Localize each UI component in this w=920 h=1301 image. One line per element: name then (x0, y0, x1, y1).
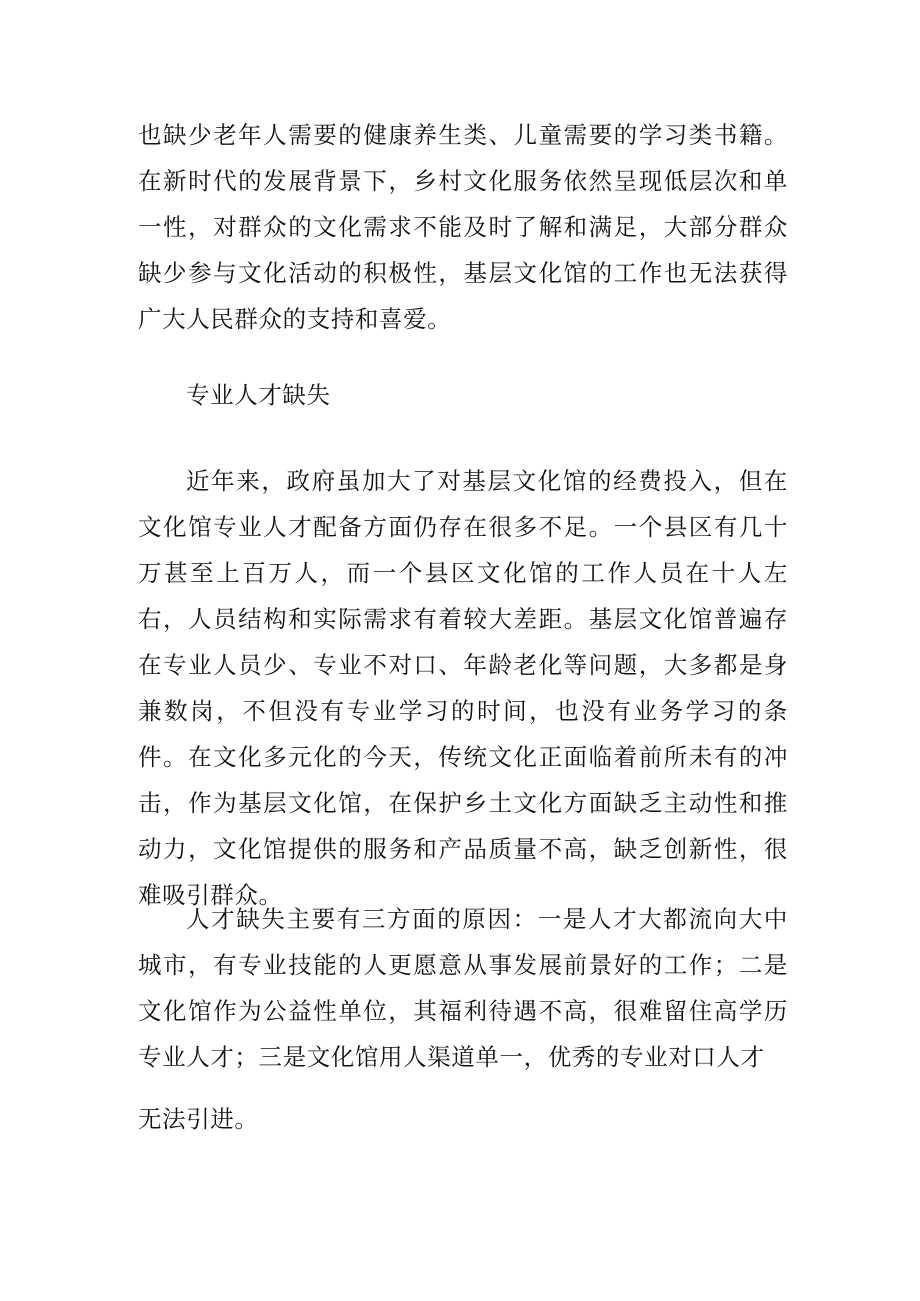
paragraph-talent-allocation: 近年来，政府虽加大了对基层文化馆的经费投入，但在文化馆专业人才配备方面仍存在很多不足。一个县区有几十万甚至上百万人，而一个县区文化馆的工作人员在十人左右，人员结构和实际需求有着较大差距。基层文化馆普遍存在专业人员少、专业不对口、年龄老化等问题，大多都是身兼数岗，不但没有专业学习的时间，也没有业务学习的条件。在文化多元化的今天，传统文化正面临着前所未有的冲击，作为基层文化馆，在保护乡土文化方面缺乏主动性和推动力，文化馆提供的服务和产品质量不高，缺乏创新性，很难吸引群众。 (138, 467, 788, 909)
paragraph-continuation: 无法引进。 (138, 1105, 259, 1133)
section-heading-talent-shortage: 专业人才缺失 (186, 381, 331, 409)
paragraph-rural-culture-services: 也缺少老年人需要的健康养生类、儿童需要的学习类书籍。在新时代的发展背景下，乡村文化服务依然呈现低层次和单一性，对群众的文化需求不能及时了解和满足，大部分群众缺少参与文化活动的积极性，基层文化馆的工作也无法获得广大人民群众的支持和喜爱。 (138, 121, 788, 333)
paragraph-talent-shortage-reasons: 人才缺失主要有三方面的原因：一是人才大都流向大中城市，有专业技能的人更愿意从事发展前景好的工作；二是文化馆作为公益性单位，其福利待遇不高，很难留住高学历专业人才；三是文化馆用人渠道单一，优秀的专业对口人才 (138, 905, 788, 1071)
